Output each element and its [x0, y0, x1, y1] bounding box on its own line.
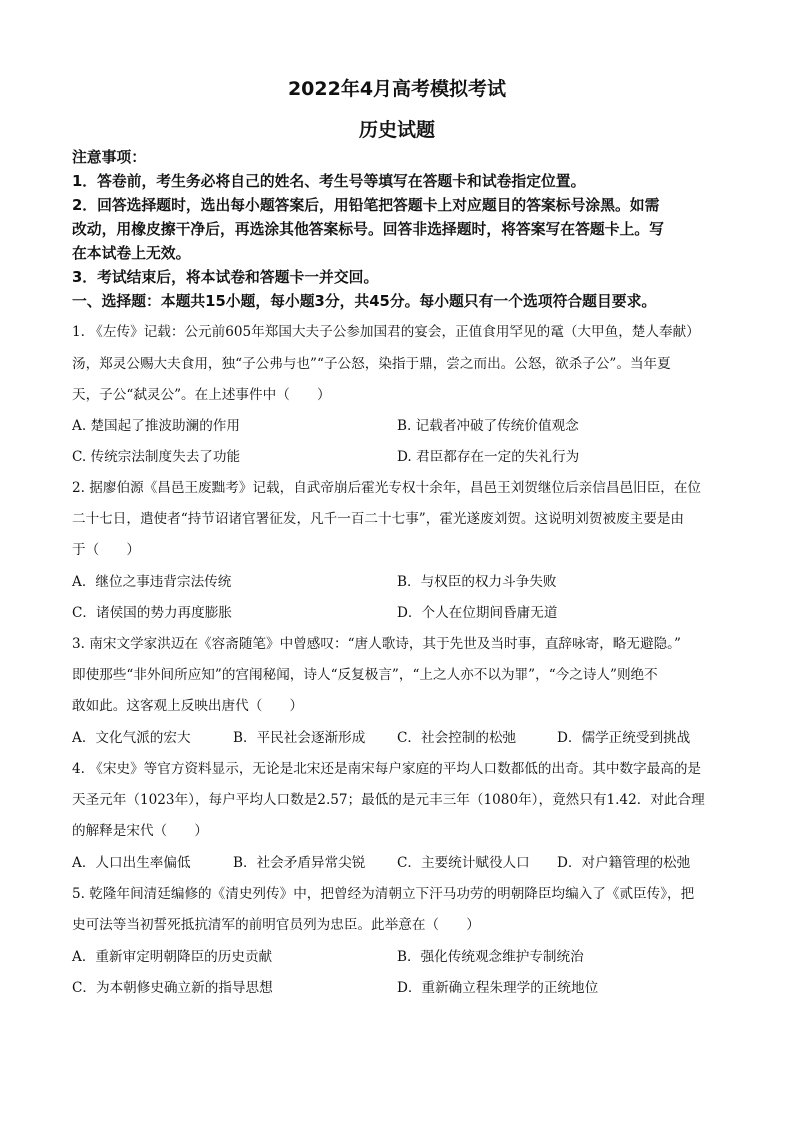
question-4-line: 4. 《宋史》等官方资料显示，无论是北宋还是南宋每户家庭的平均人口数都低的出奇。其中数字最高的是 — [72, 761, 702, 777]
question-5-line: 史可法等当初誓死抵抗清军的前明官员列为忠臣。此举意在（ ） — [72, 917, 480, 933]
question-3-line: 3. 南宋文学家洪迈在《容斋随笔》中曾感叹：“唐人歌诗，其于先世及当时事，直辞咏寄，略无避隐。” — [72, 636, 681, 652]
notes-heading: 注意事项： — [72, 149, 146, 166]
question-4-option-b: B．社会矛盾异常尖锐 — [233, 855, 366, 871]
notes-line: 3．考试结束后，将本试卷和答题卡一并交回。 — [72, 269, 379, 286]
notes-line: 1．答卷前，考生务必将自己的姓名、考生号等填写在答题卡和试卷指定位置。 — [72, 173, 586, 190]
question-1-line: 汤，郑灵公赐大夫食用，独“子公弗与也”“子公怒，染指于鼎，尝之而出。公怒，欲杀子公”。当年夏 — [72, 356, 671, 372]
notes-line: 2．回答选择题时，选出每小题答案后，用铅笔把答题卡上对应题目的答案标号涂黑。如需 — [72, 197, 660, 214]
question-2-line: 于（ ） — [72, 542, 140, 558]
question-4-line: 天圣元年（1023年），每户平均人口数是2.57；最低的是元丰三年（1080年），竟然只有1.42．对此合理 — [72, 792, 705, 808]
question-4-line: 的解释是宋代（ ） — [72, 823, 208, 839]
question-3-option-b: B．平民社会逐渐形成 — [233, 730, 366, 746]
question-1-line: 1. 《左传》记载：公元前605年郑国大夫子公参加国君的宴会，正值食用罕见的鼋（大甲鱼，楚人奉献） — [72, 324, 700, 340]
question-1-option-a: A. 楚国起了推波助澜的作用 — [72, 418, 240, 434]
question-3-line: 敢如此。这客观上反映出唐代（ ） — [72, 698, 304, 714]
question-1-option-c: C. 传统宗法制度失去了功能 — [72, 449, 241, 465]
question-4-option-a: A．人口出生率偏低 — [72, 855, 191, 871]
question-5-option-b: B．强化传统观念维护专制统治 — [397, 949, 584, 965]
question-4-option-d: D．对户籍管理的松弛 — [557, 855, 691, 871]
question-2-option-c: C．诸侯国的势力再度膨胀 — [72, 605, 232, 621]
question-2-option-d: D．个人在位期间昏庸无道 — [397, 605, 558, 621]
question-4-option-c: C．主要统计赋役人口 — [397, 855, 530, 871]
question-5-option-d: D．重新确立程朱理学的正统地位 — [397, 980, 599, 996]
question-5-option-c: C．为本朝修史确立新的指导思想 — [72, 980, 273, 996]
question-1-option-d: D. 君臣都存在一定的失礼行为 — [397, 449, 580, 465]
subject-title: 历史试题 — [358, 119, 435, 141]
question-3-option-d: D．儒学正统受到挑战 — [557, 730, 691, 746]
exam-title: 2022年4月高考模拟考试 — [287, 78, 507, 100]
question-1-option-b: B. 记载者冲破了传统价值观念 — [397, 418, 579, 434]
question-3-line: 即使那些“非外间所应知”的宫闱秘闻，诗人“反复极言”，“上之人亦不以为罪”，“今之诗人”则绝不 — [72, 667, 658, 683]
question-5-line: 5. 乾隆年间清廷编修的《清史列传》中，把曾经为清朝立下汗马功劳的明朝降臣均编入了《贰臣传》，把 — [72, 886, 695, 902]
question-5-option-a: A．重新审定明朝降臣的历史贡献 — [72, 949, 273, 965]
question-2-option-b: B．与权臣的权力斗争失败 — [397, 574, 557, 590]
question-2-line: 2. 据廖伯源《昌邑王废黜考》记载，自武帝崩后霍光专权十余年，昌邑王刘贺继位后亲信昌邑旧臣，在位 — [72, 480, 702, 496]
notes-line: 改动，用橡皮擦干净后，再选涂其他答案标号。回答非选择题时，将答案写在答题卡上。写 — [72, 221, 664, 238]
question-2-option-a: A．继位之事违背宗法传统 — [72, 574, 232, 590]
question-3-option-c: C．社会控制的松弛 — [397, 730, 517, 746]
section-heading: 一、选择题：本题共15小题，每小题3分，共45分。每小题只有一个选项符合题目要求。 — [72, 293, 657, 310]
notes-line: 在本试卷上无效。 — [72, 245, 191, 262]
question-1-line: 天，子公“弑灵公”。在上述事件中（ ） — [72, 387, 331, 403]
question-3-option-a: A．文化气派的宏大 — [72, 730, 191, 746]
question-2-line: 二十七日，遣使者“持节诏诸官署征发，凡千一百二十七事”，霍光遂废刘贺。这说明刘贺被废主要是由 — [72, 511, 685, 527]
